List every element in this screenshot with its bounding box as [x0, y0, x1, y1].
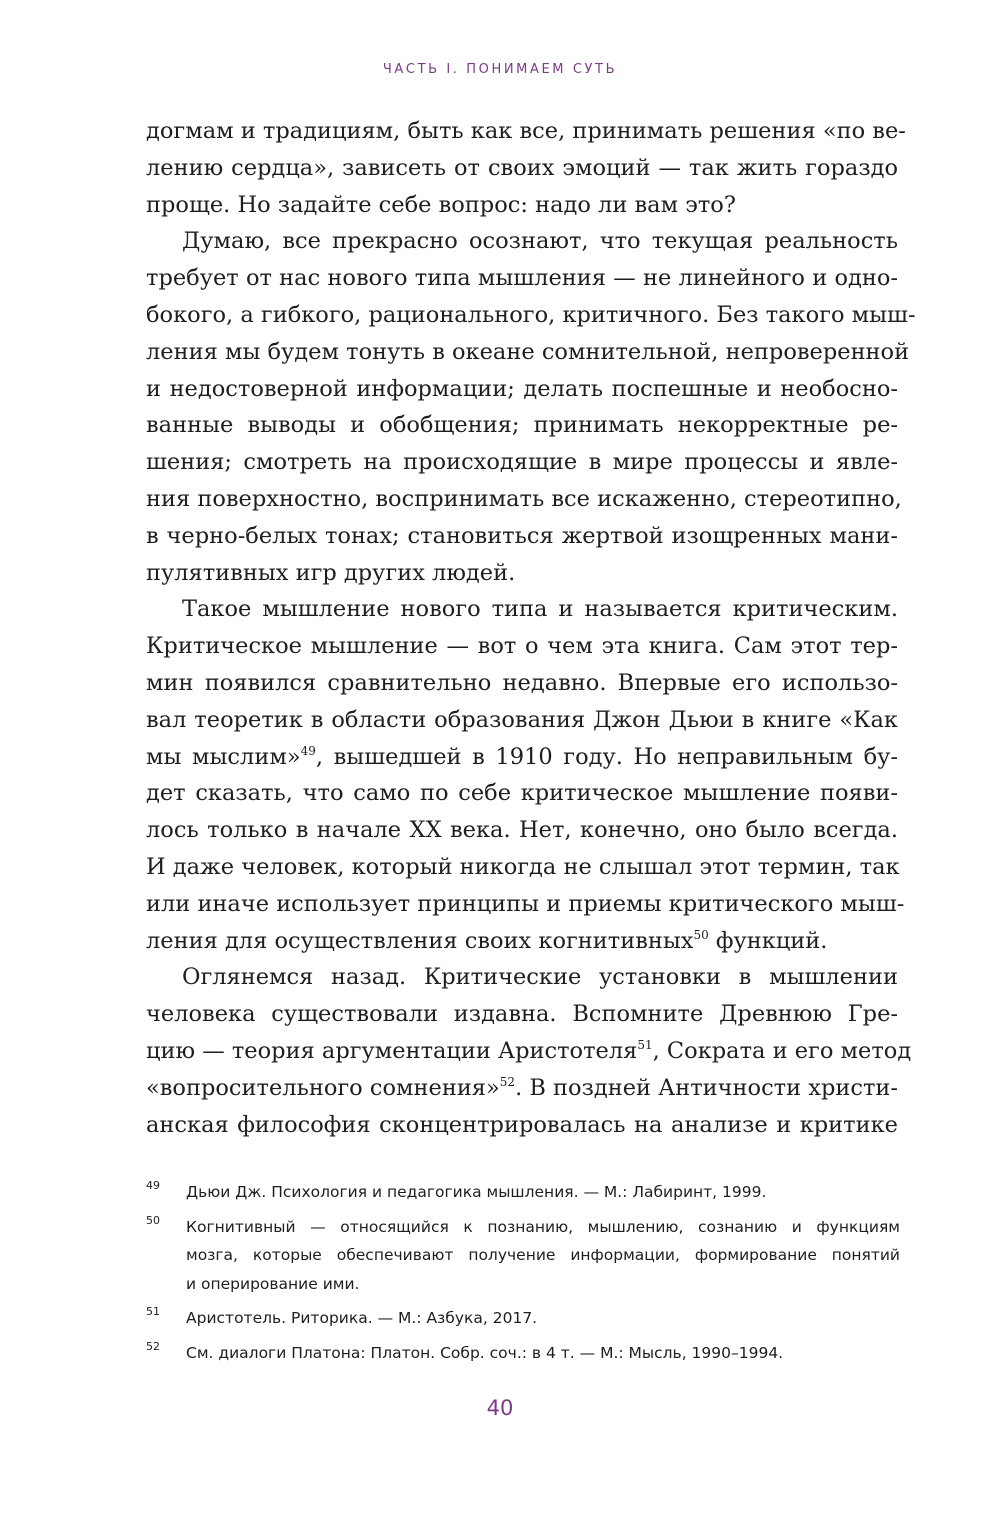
footnotes — [146, 1178, 900, 1373]
text-line — [146, 923, 898, 960]
footnote-number: 49 — [146, 1179, 160, 1192]
footnote-number: 51 — [146, 1305, 160, 1318]
footnote-50 — [146, 1213, 900, 1299]
main-text — [146, 113, 916, 1143]
text-line: Такое мышление нового типа и называется критическим. — [182, 596, 898, 623]
text-line: и недостоверной информации; делать поспешные и необосно- — [146, 375, 898, 402]
text-line: анская философия сконцентрировалась на анализе и критике — [146, 1111, 898, 1138]
footnote-number: 52 — [146, 1339, 160, 1353]
text-line — [146, 1033, 912, 1070]
text-line: в черно-белых тонах; становиться жертвой изощренных мани- — [146, 522, 898, 549]
footnote-line: Аристотель. Риторика. — М.: Азбука, 2017. — [186, 1309, 538, 1327]
footnote-number: 50 — [146, 1213, 160, 1227]
text-line: требует от нас нового типа мышления — не линейного и одно- — [146, 265, 898, 292]
text-line — [146, 1070, 898, 1107]
footnote-text — [186, 1213, 900, 1299]
footnote-49 — [146, 1178, 900, 1207]
text-line: проще. Но задайте себе вопрос: надо ли вам это? — [146, 191, 736, 218]
text-segment: . В поздней Античности христи- — [515, 1074, 899, 1101]
text-segment: «вопросительного сомнения» — [146, 1074, 500, 1101]
text-segment: , вышедшей в 1910 году. Но неправильным бу- — [315, 743, 898, 770]
text-segment: ления для осуществления своих когнитивных — [146, 927, 694, 954]
text-line: дет сказать, что само по себе критическое мышление появи- — [146, 780, 898, 807]
paragraph-3 — [146, 591, 905, 959]
footnote-ref-50: 50 — [693, 927, 709, 942]
footnote-text — [186, 1178, 900, 1207]
text-line — [146, 739, 898, 776]
text-line: лению сердца», зависеть от своих эмоций — так жить гораздо — [146, 154, 898, 181]
text-segment: функций. — [708, 927, 828, 954]
running-head: ЧАСТЬ I. ПОНИМАЕМ СУТЬ — [382, 62, 618, 77]
footnote-line: мозга, которые обеспечивают получение информации, формирование понятий — [186, 1246, 900, 1264]
footnote-ref-51: 51 — [637, 1037, 653, 1052]
footnote-line: Дьюи Дж. Психология и педагогика мышления. — М.: Лабиринт, 1999. — [186, 1183, 767, 1201]
text-line: вал теоретик в области образования Джон Дьюи в книге «Как — [146, 706, 898, 733]
text-line: Думаю, все прекрасно осознают, что текущая реальность — [182, 228, 898, 255]
paragraph-1 — [146, 113, 906, 223]
text-segment: цию — теория аргументации Аристотеля — [146, 1037, 638, 1064]
text-line: Критическое мышление — вот о чем эта книга. Сам этот тер- — [146, 633, 898, 660]
text-line: шения; смотреть на происходящие в мире процессы и явле- — [146, 449, 898, 476]
footnote-ref-49: 49 — [300, 743, 316, 758]
footnote-line: Когнитивный — относящийся к познанию, мышлению, сознанию и функциям — [186, 1217, 900, 1236]
footnote-text — [186, 1339, 900, 1368]
footnote-51 — [146, 1304, 900, 1333]
footnote-52 — [146, 1339, 900, 1368]
paragraph-2 — [146, 223, 916, 591]
text-line: бокого, а гибкого, рационального, критичного. Без такого мыш- — [146, 301, 916, 328]
text-line: человека существовали издавна. Вспомните Древнюю Гре- — [146, 1001, 898, 1028]
text-line: ния поверхностно, воспринимать все искаженно, стереотипно, — [146, 485, 902, 512]
text-segment: , Сократа и его метод — [652, 1037, 912, 1064]
text-line: И даже человек, который никогда не слышал этот термин, так — [146, 853, 900, 880]
footnote-line: и оперирование ими. — [186, 1274, 360, 1293]
text-line: лось только в начале XX века. Нет, конечно, оно было всегда. — [146, 817, 898, 844]
text-line: ления мы будем тонуть в океане сомнительной, непроверенной — [146, 338, 910, 365]
footnote-line: См. диалоги Платона: Платон. Собр. соч.: в 4 т. — М.: Мысль, 1990–1994. — [186, 1343, 784, 1362]
text-line: мин появился сравнительно недавно. Впервые его использо- — [146, 669, 898, 696]
text-line: пулятивных игр других людей. — [146, 559, 516, 586]
text-segment: мы мыслим» — [146, 743, 301, 770]
footnote-ref-52: 52 — [499, 1074, 516, 1089]
paragraph-4 — [146, 959, 912, 1143]
text-line: или иначе использует принципы и приемы критического мыш- — [146, 890, 905, 917]
text-line: догмам и традициям, быть как все, принимать решения «по ве- — [146, 118, 906, 144]
footnote-text — [186, 1304, 900, 1333]
text-line: ванные выводы и обобщения; принимать некорректные ре- — [146, 412, 898, 439]
text-line: Оглянемся назад. Критические установки в мышлении — [182, 964, 898, 991]
page-number: 40 — [486, 1396, 514, 1420]
